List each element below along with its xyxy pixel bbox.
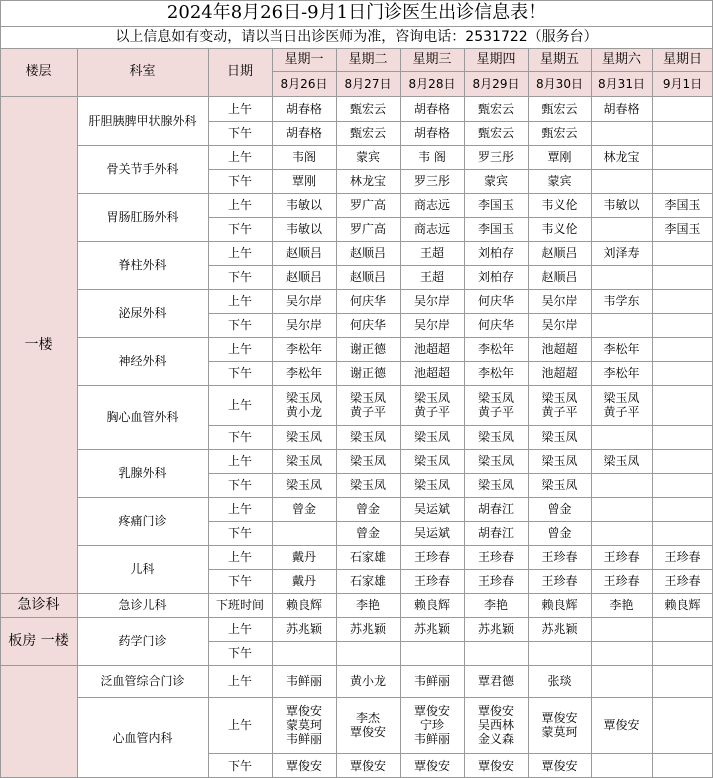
doctor-cell: 何庆华 xyxy=(477,318,514,332)
department-name: 胸心血管外科 xyxy=(106,410,179,424)
doctor-cell: 苏兆颖 xyxy=(477,622,514,636)
page-title: 2024年8月26日-9月1日门诊医生出诊信息表！ xyxy=(166,2,547,23)
grid-line xyxy=(208,473,713,474)
grid-line xyxy=(77,697,713,698)
doctor-cell: 甄宏云 xyxy=(477,101,514,116)
time-slot: 下午 xyxy=(227,478,252,492)
doctor-cell xyxy=(591,425,652,449)
grid-line xyxy=(77,145,713,146)
doctor-cell: 韦敏以 xyxy=(285,222,322,236)
doctor-cell: 罗广高 xyxy=(349,222,386,236)
department-name: 药学门诊 xyxy=(118,634,167,648)
header-weekday: 星期四 xyxy=(464,48,528,71)
header-date: 日期 xyxy=(208,48,272,96)
grid-line xyxy=(208,641,713,642)
doctor-cell: 石家雄 xyxy=(349,550,386,564)
header-weekday: 星期五 xyxy=(528,48,591,71)
doctor-cell: 李国玉 xyxy=(664,198,701,212)
doctor-cell: 胡春格 xyxy=(413,101,450,116)
doctor-cell xyxy=(591,617,652,641)
grid-line xyxy=(528,48,529,778)
doctor-cell: 胡春江 xyxy=(477,502,514,516)
floor-label xyxy=(0,665,77,778)
doctor-cell: 覃俊安 xyxy=(477,758,514,773)
doctor-cell: 覃俊安 xyxy=(349,758,386,773)
doctor-cell: 李松年 xyxy=(285,342,322,356)
doctor-cell xyxy=(591,169,652,193)
doctor-cell: 梁玉凤 黄子平 xyxy=(541,391,578,419)
doctor-cell: 梁玉凤 xyxy=(603,454,640,468)
doctor-cell: 覃俊安 xyxy=(285,758,322,773)
doctor-cell: 胡春格 xyxy=(603,101,640,116)
doctor-cell xyxy=(652,497,713,521)
doctor-cell: 池超超 xyxy=(541,342,578,356)
doctor-cell: 王珍春 xyxy=(413,550,450,564)
time-slot: 下午 xyxy=(227,646,252,660)
doctor-cell: 梁玉凤 xyxy=(541,430,578,444)
doctor-cell: 梁玉凤 xyxy=(477,454,514,468)
doctor-cell: 王珍春 xyxy=(664,550,701,564)
doctor-cell: 曾金 xyxy=(355,502,380,516)
doctor-cell: 赵顺吕 xyxy=(541,246,578,260)
doctor-cell: 赖良辉 xyxy=(664,598,701,612)
doctor-cell: 甄宏云 xyxy=(349,101,386,116)
doctor-cell: 覃俊安 吴西林 金义森 xyxy=(477,704,514,746)
department-name: 骨关节手外科 xyxy=(106,162,179,176)
doctor-cell: 覃俊安 xyxy=(541,758,578,773)
header-weekday: 星期六 xyxy=(591,48,652,71)
time-slot: 上午 xyxy=(227,550,252,564)
doctor-cell xyxy=(652,313,713,337)
doctor-cell xyxy=(591,665,652,697)
doctor-cell: 吴尔岸 xyxy=(541,294,578,308)
floor-label: 急诊科 xyxy=(0,593,77,617)
doctor-cell: 甄宏云 xyxy=(477,126,514,140)
doctor-cell: 李国玉 xyxy=(477,198,514,212)
doctor-cell: 覃俊安 宁珍 韦鲜丽 xyxy=(413,704,450,746)
header-date-value: 9月1日 xyxy=(652,71,713,96)
doctor-cell: 梁玉凤 黄子平 xyxy=(477,391,514,419)
header-weekday: 星期二 xyxy=(336,48,400,71)
doctor-cell xyxy=(591,265,652,289)
doctor-cell: 池超超 xyxy=(413,366,450,380)
department-name: 脊柱外科 xyxy=(118,258,167,272)
doctor-cell: 覃俊安 蒙莫珂 xyxy=(541,711,578,739)
time-slot: 上午 xyxy=(227,198,252,212)
doctor-cell xyxy=(591,641,652,665)
grid-line xyxy=(464,48,465,778)
doctor-cell: 胡春格 xyxy=(285,101,322,116)
doctor-cell: 胡春格 xyxy=(285,126,322,140)
doctor-cell: 覃刚 xyxy=(547,150,572,164)
doctor-cell xyxy=(652,521,713,545)
doctor-cell: 曾金 xyxy=(547,526,572,540)
doctor-cell: 池超超 xyxy=(413,342,450,356)
doctor-cell xyxy=(652,473,713,497)
header-date-value: 8月31日 xyxy=(591,71,652,96)
doctor-cell xyxy=(652,665,713,697)
doctor-cell: 李松年 xyxy=(285,366,322,380)
doctor-cell: 蒙宾 xyxy=(483,174,508,188)
time-slot: 上午 xyxy=(227,294,252,308)
doctor-cell: 梁玉凤 xyxy=(349,454,386,468)
time-slot: 下午 xyxy=(227,174,252,188)
time-slot: 下午 xyxy=(227,758,252,773)
doctor-cell: 梁玉凤 xyxy=(477,430,514,444)
doctor-cell: 梁玉凤 xyxy=(541,454,578,468)
department-name: 神经外科 xyxy=(118,354,167,368)
time-slot: 下班时间 xyxy=(215,598,264,612)
header-date-value: 8月27日 xyxy=(336,71,400,96)
doctor-cell xyxy=(652,265,713,289)
doctor-cell: 赖良辉 xyxy=(413,598,450,612)
time-slot: 下午 xyxy=(227,126,252,140)
grid-line xyxy=(77,241,713,242)
doctor-cell: 何庆华 xyxy=(349,294,386,308)
time-slot: 下午 xyxy=(227,366,252,380)
doctor-cell: 吴尔岸 xyxy=(285,318,322,332)
grid-line xyxy=(208,425,713,426)
doctor-cell: 林龙宝 xyxy=(349,174,386,188)
time-slot: 上午 xyxy=(227,622,252,636)
doctor-cell: 石家雄 xyxy=(349,574,386,588)
doctor-cell: 梁玉凤 xyxy=(477,478,514,492)
doctor-cell: 苏兆颖 xyxy=(541,622,578,636)
doctor-cell: 韦学东 xyxy=(603,294,640,308)
grid-line xyxy=(208,121,713,122)
doctor-cell: 谢正德 xyxy=(349,366,386,380)
time-slot: 上午 xyxy=(227,150,252,164)
doctor-cell: 赖良辉 xyxy=(285,598,322,612)
doctor-cell: 王珍春 xyxy=(477,550,514,564)
grid-line xyxy=(77,449,713,450)
header-date-value: 8月26日 xyxy=(272,71,336,96)
doctor-cell: 吴运斌 xyxy=(413,526,450,540)
doctor-cell xyxy=(652,361,713,385)
time-slot: 下午 xyxy=(227,574,252,588)
doctor-cell: 吴尔岸 xyxy=(285,294,322,308)
doctor-cell xyxy=(528,641,591,665)
doctor-cell: 吴尔岸 xyxy=(541,318,578,332)
doctor-cell: 王珍春 xyxy=(477,574,514,588)
doctor-cell: 赵顺吕 xyxy=(285,270,322,284)
grid-line xyxy=(208,569,713,570)
grid-line xyxy=(0,665,713,666)
doctor-cell: 林龙宝 xyxy=(603,150,640,164)
doctor-cell: 韦 阁 xyxy=(418,150,446,164)
department-name: 急诊儿科 xyxy=(118,598,167,612)
doctor-cell: 覃俊安 xyxy=(603,718,640,732)
doctor-cell: 韦敏以 xyxy=(285,198,322,212)
header-date-value: 8月29日 xyxy=(464,71,528,96)
doctor-cell: 苏兆颖 xyxy=(349,622,386,636)
grid-line xyxy=(208,313,713,314)
doctor-cell: 韦敏以 xyxy=(603,198,640,212)
doctor-cell: 黄小龙 xyxy=(349,674,386,688)
doctor-cell: 刘泽寿 xyxy=(603,246,640,260)
time-slot: 上午 xyxy=(227,502,252,516)
department-name: 胃肠肛肠外科 xyxy=(106,210,179,224)
doctor-cell: 李艳 xyxy=(355,598,380,612)
doctor-cell: 甄宏云 xyxy=(349,126,386,140)
doctor-cell: 李松年 xyxy=(603,366,640,380)
department-name: 乳腺外科 xyxy=(118,466,167,480)
doctor-cell xyxy=(591,521,652,545)
department-name: 疼痛门诊 xyxy=(118,514,167,528)
grid-line xyxy=(0,48,713,49)
time-slot: 下午 xyxy=(227,318,252,332)
grid-line xyxy=(77,289,713,290)
doctor-cell xyxy=(652,449,713,473)
doctor-cell: 王超 xyxy=(419,246,444,260)
grid-line xyxy=(0,96,713,97)
time-slot: 下午 xyxy=(227,270,252,284)
doctor-cell: 蒙宾 xyxy=(355,150,380,164)
doctor-cell: 曾金 xyxy=(547,502,572,516)
time-slot: 上午 xyxy=(227,398,252,412)
doctor-cell: 罗广高 xyxy=(349,198,386,212)
doctor-cell: 吴运斌 xyxy=(413,502,450,516)
doctor-cell xyxy=(652,697,713,753)
doctor-cell xyxy=(464,641,528,665)
doctor-cell xyxy=(652,337,713,361)
time-slot: 上午 xyxy=(227,246,252,260)
doctor-cell: 赵顺吕 xyxy=(349,270,386,284)
grid-line xyxy=(77,497,713,498)
doctor-cell: 戴丹 xyxy=(291,574,316,588)
time-slot: 上午 xyxy=(227,718,252,732)
doctor-cell: 韦义伦 xyxy=(541,222,578,236)
doctor-cell: 李国玉 xyxy=(477,222,514,236)
doctor-cell: 甄宏云 xyxy=(541,126,578,140)
doctor-cell xyxy=(652,145,713,169)
doctor-cell: 韦鲜丽 xyxy=(285,674,322,688)
doctor-cell: 胡春江 xyxy=(477,526,514,540)
doctor-cell: 苏兆颖 xyxy=(285,622,322,636)
doctor-cell xyxy=(652,121,713,145)
doctor-cell: 覃俊安 蒙莫珂 韦鲜丽 xyxy=(285,704,322,746)
doctor-cell: 梁玉凤 xyxy=(349,478,386,492)
grid-line xyxy=(0,0,1,778)
doctor-cell: 赖良辉 xyxy=(541,598,578,612)
doctor-cell: 梁玉凤 xyxy=(285,454,322,468)
doctor-cell xyxy=(652,641,713,665)
doctor-cell: 王珍春 xyxy=(664,574,701,588)
time-slot: 下午 xyxy=(227,526,252,540)
doctor-cell: 刘柏存 xyxy=(477,246,514,260)
doctor-cell xyxy=(591,473,652,497)
doctor-cell: 赵顺吕 xyxy=(285,246,322,260)
doctor-cell: 吴尔岸 xyxy=(413,294,450,308)
doctor-cell: 何庆华 xyxy=(477,294,514,308)
doctor-cell: 何庆华 xyxy=(349,318,386,332)
time-slot: 下午 xyxy=(227,430,252,444)
grid-line xyxy=(77,48,78,778)
header-floor: 楼层 xyxy=(0,48,77,96)
doctor-cell: 李艳 xyxy=(483,598,508,612)
doctor-cell: 王超 xyxy=(419,270,444,284)
department-name: 心血管内科 xyxy=(112,730,173,745)
doctor-cell: 梁玉凤 xyxy=(413,478,450,492)
doctor-cell xyxy=(272,641,336,665)
doctor-cell xyxy=(591,217,652,241)
time-slot: 上午 xyxy=(227,101,252,116)
doctor-cell: 覃俊安 xyxy=(413,758,450,773)
doctor-cell: 戴丹 xyxy=(291,550,316,564)
doctor-cell: 李松年 xyxy=(477,342,514,356)
doctor-cell xyxy=(400,641,464,665)
subtitle-notice: 以上信息如有变动，请以当日出诊医师为准，咨询电话：2531722（服务台） xyxy=(115,29,598,45)
doctor-cell xyxy=(652,617,713,641)
doctor-cell: 覃刚 xyxy=(291,174,316,188)
doctor-cell: 梁玉凤 黄小龙 xyxy=(285,391,322,419)
header-weekday: 星期一 xyxy=(272,48,336,71)
header-department: 科室 xyxy=(77,48,208,96)
doctor-cell xyxy=(652,96,713,121)
doctor-cell: 梁玉凤 黄子平 xyxy=(349,391,386,419)
grid-line xyxy=(77,385,713,386)
doctor-cell xyxy=(652,425,713,449)
grid-line xyxy=(272,71,713,72)
doctor-cell: 赵顺吕 xyxy=(541,270,578,284)
doctor-cell xyxy=(591,121,652,145)
doctor-cell xyxy=(652,753,713,778)
doctor-cell: 李松年 xyxy=(603,342,640,356)
doctor-cell: 谢正德 xyxy=(349,342,386,356)
doctor-cell: 李松年 xyxy=(477,366,514,380)
doctor-cell xyxy=(272,521,336,545)
doctor-cell: 张琰 xyxy=(547,674,572,688)
doctor-cell: 商志远 xyxy=(413,198,450,212)
doctor-cell: 吴尔岸 xyxy=(413,318,450,332)
doctor-cell: 梁玉凤 xyxy=(349,430,386,444)
doctor-cell: 李杰 覃俊安 xyxy=(349,711,386,739)
doctor-cell xyxy=(591,753,652,778)
grid-line xyxy=(336,48,337,778)
doctor-cell: 曾金 xyxy=(355,526,380,540)
doctor-cell: 王珍春 xyxy=(413,574,450,588)
time-slot: 下午 xyxy=(227,222,252,236)
grid-line xyxy=(208,48,209,778)
department-name: 儿科 xyxy=(130,562,155,576)
doctor-cell: 蒙宾 xyxy=(547,174,572,188)
grid-line xyxy=(208,265,713,266)
doctor-cell: 韦义伦 xyxy=(541,198,578,212)
department-name: 肝胆胰脾甲状腺外科 xyxy=(88,113,197,128)
doctor-cell: 李艳 xyxy=(609,598,634,612)
doctor-cell: 王珍春 xyxy=(541,550,578,564)
grid-line xyxy=(77,337,713,338)
doctor-cell: 韦阁 xyxy=(291,150,316,164)
floor-label: 一楼 xyxy=(0,96,77,593)
grid-line xyxy=(400,48,401,778)
grid-line xyxy=(591,48,592,778)
department-name: 泛血管综合门诊 xyxy=(100,674,185,688)
doctor-cell: 池超超 xyxy=(541,366,578,380)
grid-line xyxy=(0,617,713,618)
doctor-cell xyxy=(591,313,652,337)
doctor-cell: 王珍春 xyxy=(603,574,640,588)
grid-line xyxy=(77,193,713,194)
doctor-cell xyxy=(652,169,713,193)
doctor-cell xyxy=(652,385,713,425)
doctor-cell: 李国玉 xyxy=(664,222,701,236)
grid-line xyxy=(652,48,653,778)
doctor-cell: 梁玉凤 xyxy=(413,430,450,444)
doctor-cell xyxy=(652,241,713,265)
floor-label: 板房 一楼 xyxy=(0,617,77,665)
doctor-cell: 梁玉凤 xyxy=(285,478,322,492)
doctor-cell: 罗三彤 xyxy=(477,150,514,164)
grid-line xyxy=(208,753,713,754)
doctor-cell: 胡春格 xyxy=(413,126,450,140)
doctor-cell: 刘柏存 xyxy=(477,270,514,284)
doctor-cell: 韦鲜丽 xyxy=(413,674,450,688)
grid-line xyxy=(0,0,713,1)
header-weekday: 星期日 xyxy=(652,48,713,71)
header-date-value: 8月30日 xyxy=(528,71,591,96)
doctor-cell: 梁玉凤 黄子平 xyxy=(603,391,640,419)
doctor-cell: 王珍春 xyxy=(541,574,578,588)
doctor-cell xyxy=(652,289,713,313)
doctor-cell xyxy=(336,641,400,665)
doctor-cell: 梁玉凤 xyxy=(541,478,578,492)
doctor-cell: 苏兆颖 xyxy=(413,622,450,636)
doctor-cell: 梁玉凤 xyxy=(413,454,450,468)
doctor-cell: 梁玉凤 黄子平 xyxy=(413,391,450,419)
header-date-value: 8月28日 xyxy=(400,71,464,96)
grid-line xyxy=(0,26,713,27)
doctor-cell: 甄宏云 xyxy=(541,101,578,116)
doctor-cell: 梁玉凤 xyxy=(285,430,322,444)
department-name: 泌尿外科 xyxy=(118,306,167,320)
grid-line xyxy=(208,217,713,218)
time-slot: 上午 xyxy=(227,454,252,468)
doctor-cell xyxy=(591,497,652,521)
doctor-cell: 罗三彤 xyxy=(413,174,450,188)
grid-line xyxy=(208,521,713,522)
header-weekday: 星期三 xyxy=(400,48,464,71)
time-slot: 上午 xyxy=(227,674,252,688)
doctor-cell: 王珍春 xyxy=(603,550,640,564)
doctor-cell: 赵顺吕 xyxy=(349,246,386,260)
grid-line xyxy=(272,48,273,778)
grid-line xyxy=(77,545,713,546)
grid-line xyxy=(208,169,713,170)
doctor-cell: 曾金 xyxy=(291,502,316,516)
doctor-cell: 覃君德 xyxy=(477,674,514,688)
grid-line xyxy=(208,361,713,362)
grid-line xyxy=(0,593,713,594)
time-slot: 上午 xyxy=(227,342,252,356)
doctor-cell: 商志远 xyxy=(413,222,450,236)
